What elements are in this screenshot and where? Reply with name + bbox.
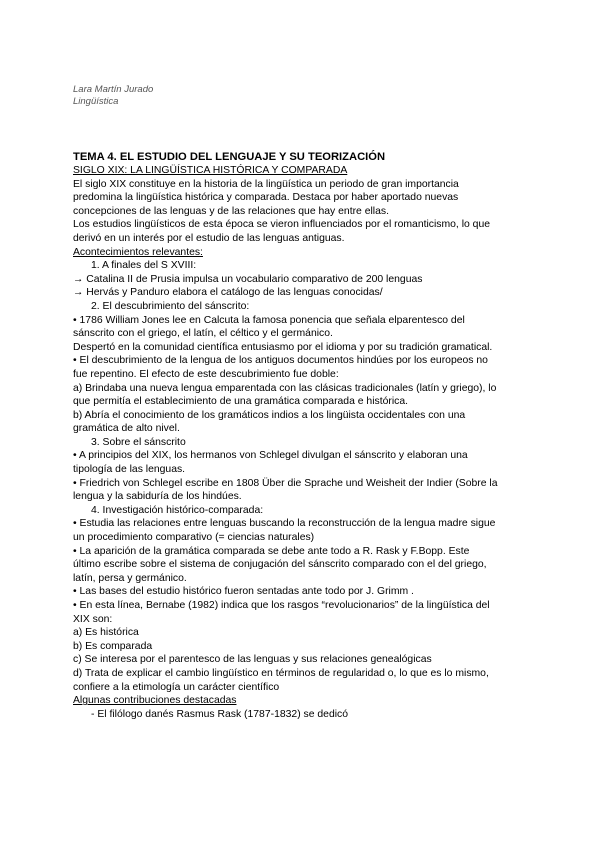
bullet-line: • En esta línea, Bernabe (1982) indica que los rasgos “revolucionarios” de la lingüística del (73, 600, 490, 611)
paragraph-line: latín, persa y germánico. (73, 572, 187, 584)
paragraph-line: confiere a la etimología un carácter científico (73, 681, 280, 693)
paragraph-line: un procedimiento comparativo (= ciencias naturales) (73, 532, 315, 544)
numbered-item: 2. El descubrimiento del sánscrito: (91, 300, 250, 312)
bullet-line: • La aparición de la gramática comparada se debe ante todo a R. Rask y F.Bopp. Este (73, 545, 470, 557)
numbered-item: 3. Sobre el sánscrito (91, 436, 186, 448)
lettered-item: c) Se interesa por el parentesco de las lenguas y sus relaciones genealógicas (73, 654, 432, 666)
paragraph-line: lengua y la sabiduría de los hindúes. (73, 491, 242, 503)
author-name: Lara Martín Jurado (73, 84, 154, 95)
numbered-item: 1. A finales del S XVIII: (91, 260, 197, 272)
section-heading: Algunas contribuciones destacadas (73, 695, 237, 707)
paragraph-line: sánscrito con el griego, el latín, el céltico y el germánico. (73, 328, 333, 340)
numbered-item: 4. Investigación histórico-comparada: (91, 504, 264, 516)
dash-item: - El filólogo danés Rasmus Rask (1787-1832) se dedicó (91, 708, 349, 720)
paragraph-line: El siglo XIX constituye en la historia de la lingüística un periodo de gran importancia (73, 178, 459, 190)
document-body (73, 150, 543, 721)
doc-title: TEMA 4. EL ESTUDIO DEL LENGUAJE Y SU TEORIZACIÓN (73, 151, 386, 163)
paragraph-line: Despertó en la comunidad científica entusiasmo por el idioma y por su tradición gramatical. (73, 341, 493, 353)
paragraph-line: derivó en un interés por el estudio de las lenguas antiguas. (73, 232, 345, 244)
bullet-line: • Friedrich von Schlegel escribe en 1808 Über die Sprache und Weisheit der Indier (Sobre la (73, 477, 498, 489)
paragraph-line: que permitía el establecimiento de una gramática comparada e histórica. (73, 396, 408, 408)
paragraph-line: último escribe sobre el sistema de conjugación del sánscrito comparado con el del griego, (73, 559, 487, 571)
paragraph-line: gramática de alto nivel. (73, 423, 180, 435)
lettered-item: b) Abría el conocimiento de los gramáticos indios a los lingüista occidentales con una (73, 409, 466, 421)
header-block (73, 84, 153, 108)
paragraph-line: tipología de las lenguas. (73, 464, 186, 476)
arrow-item: → Hervás y Panduro elabora el catálogo de las lenguas conocidas/ (73, 287, 383, 299)
bullet-line: • Estudia las relaciones entre lenguas buscando la reconstrucción de la lengua madre sigue (73, 518, 496, 530)
arrow-item: → Catalina II de Prusia impulsa un vocabulario comparativo de 200 lenguas (73, 273, 423, 285)
bullet-line: • El descubrimiento de la lengua de los antiguos documentos hindúes por los europeos no (73, 355, 488, 367)
lettered-item: a) Es histórica (73, 627, 139, 639)
paragraph-line: XIX son: (73, 613, 113, 625)
lettered-item: a) Brindaba una nueva lengua emparentada con las clásicas tradicionales (latín y griego), lo (73, 382, 497, 394)
paragraph-line: fue repentino. El efecto de este descubrimiento fue doble: (73, 368, 339, 380)
section-heading: Acontecimientos relevantes: (73, 246, 203, 258)
bullet-line: • 1786 William Jones lee en Calcuta la famosa ponencia que señala elparentesco del (73, 314, 465, 326)
paragraph-line: predomina la lingüística histórica y comparada. Destaca por haber aportado nuevas (73, 192, 459, 204)
subject-name: Lingüística (73, 96, 119, 107)
lettered-item: d) Trata de explicar el cambio lingüístico en términos de regularidad o, lo que es lo mismo, (73, 667, 489, 679)
paragraph-line: concepciones de las lenguas y de las relaciones que hay entre ellas. (73, 205, 389, 217)
bullet-line: • Las bases del estudio histórico fueron sentadas ante todo por J. Grimm . (73, 586, 414, 598)
bullet-line: • A principios del XIX, los hermanos von Schlegel divulgan el sánscrito y elaboran una (73, 450, 468, 462)
paragraph-line: Los estudios lingüísticos de esta época se vieron influenciados por el romanticismo, lo que (73, 219, 491, 231)
lettered-item: b) Es comparada (73, 640, 153, 652)
doc-subtitle: SIGLO XIX: LA LINGÜÍSTICA HISTÓRICA Y COMPARADA (73, 165, 348, 176)
